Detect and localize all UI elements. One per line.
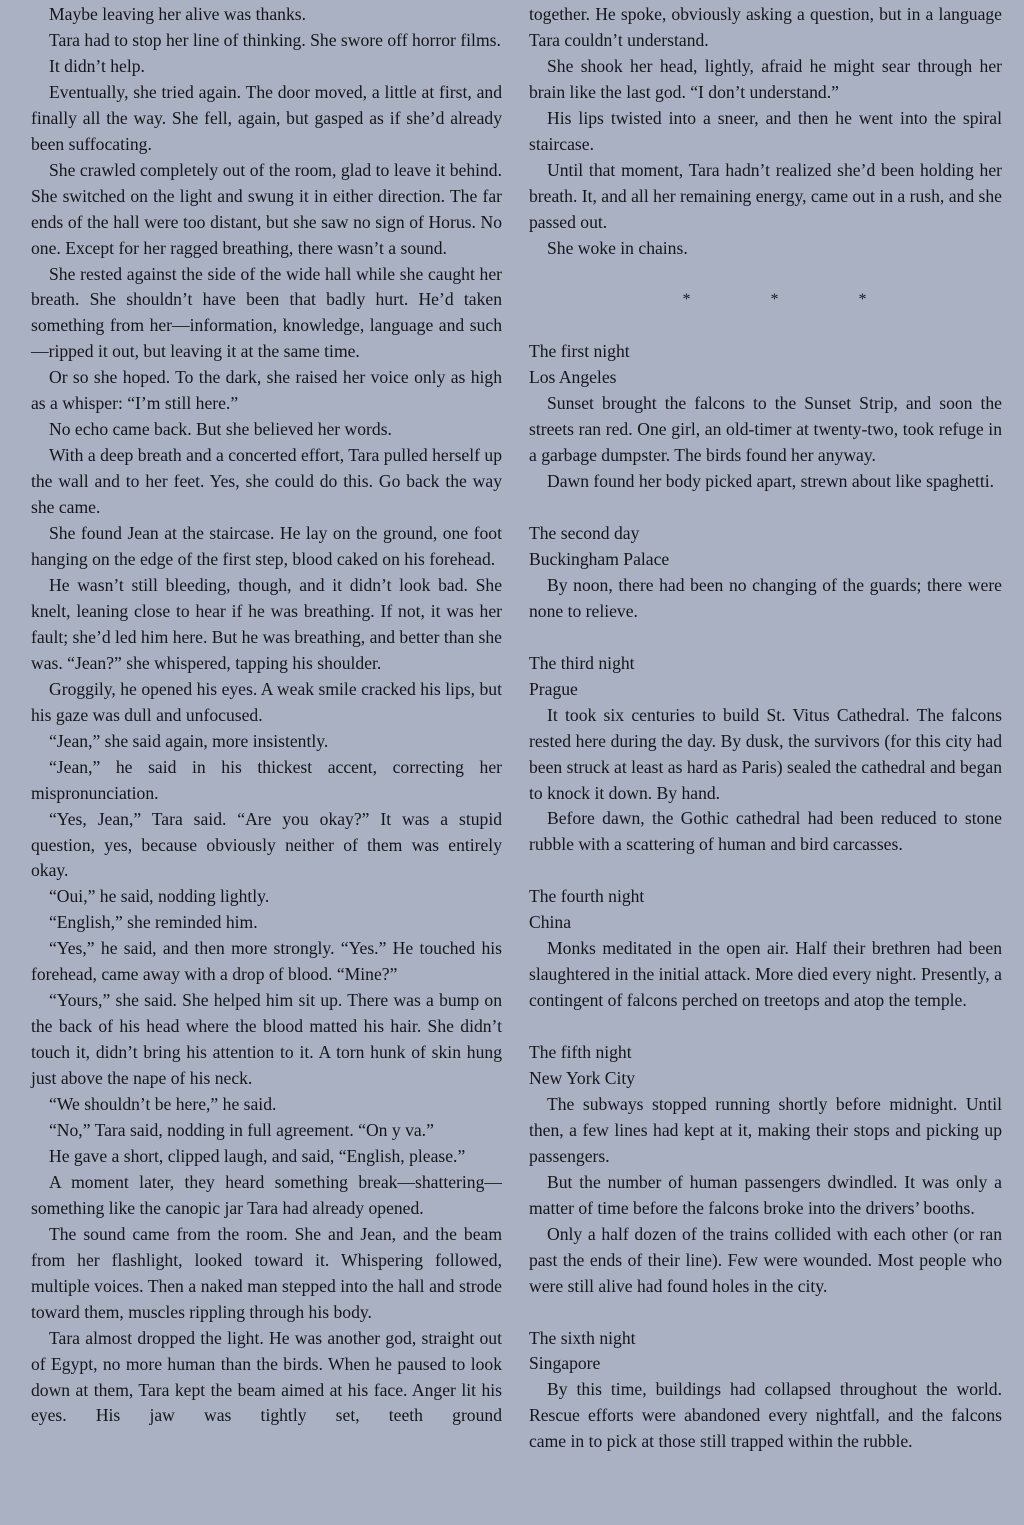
paragraph: Until that moment, Tara hadn’t realized she’d been holding her breath. It, and all her remaining energy, came out in a rush, and she passed out. <box>529 159 1002 232</box>
section-place: Los Angeles <box>529 367 617 388</box>
paragraph: His lips twisted into a sneer, and then he went into the spiral staircase. <box>529 107 1002 154</box>
paragraph: By this time, buildings had collapsed throughout the world. Rescue efforts were abandoned every nightfall, and the falcons came in to pick at those still trapped within the rubble. <box>529 1379 1002 1452</box>
spacer <box>529 313 1002 339</box>
left-text-column <box>31 2 502 1429</box>
paragraph: “We shouldn’t be here,” he said. <box>49 1094 277 1115</box>
section-place: New York City <box>529 1067 636 1088</box>
paragraph: Maybe leaving her alive was thanks. <box>49 4 306 24</box>
paragraph: She rested against the side of the wide hall while she caught her breath. She shouldn’t have been that badly hurt. He’d taken something from her—information, knowledge, language and such—ripped it out, but leaving it at the same time. <box>31 263 502 362</box>
spacer <box>529 262 1002 288</box>
paragraph: “Yes,” he said, and then more strongly. “Yes.” He touched his forehead, came away with a drop of blood. “Mine?” <box>31 938 502 985</box>
section-sixth-night <box>529 1326 1002 1456</box>
paragraph: She crawled completely out of the room, glad to leave it behind. She switched on the light and swung it in either direction. The far ends of the hall were too distant, but she saw no sign of Horus. No one. Except for her ragged breathing, there wasn’t a sound. <box>31 159 502 258</box>
section-place: Singapore <box>529 1353 601 1374</box>
section-third-night <box>529 651 1002 859</box>
paragraph: She found Jean at the staircase. He lay on the ground, one foot hanging on the edge of the first step, blood caked on his forehead. <box>31 523 502 570</box>
paragraph: “English,” she reminded him. <box>49 912 258 933</box>
section-fourth-night <box>529 884 1002 1014</box>
spacer <box>529 858 1002 884</box>
paragraph: Dawn found her body picked apart, strewn about like spaghetti. <box>547 471 995 492</box>
paragraph: Or so she hoped. To the dark, she raised her voice only as high as a whisper: “I’m still here.” <box>31 367 502 414</box>
paragraph: It took six centuries to build St. Vitus Cathedral. The falcons rested here during the day. By dusk, the survivors (for this city had been struck at least as hard as Paris) sealed the cathedral and began to knock it down. By hand. <box>529 704 1002 803</box>
paragraph: “Yours,” she said. She helped him sit up. There was a bump on the back of his head where the blood matted his hair. She didn’t touch it, didn’t bring his attention to it. A torn hunk of skin hung just above the nape of his neck. <box>31 990 502 1089</box>
right-text-column <box>529 2 1002 1455</box>
paragraph: together. He spoke, obviously asking a question, but in a language Tara couldn’t understand. <box>529 4 1002 50</box>
paragraph: A moment later, they heard something break—shattering—something like the canopic jar Tara had already opened. <box>31 1171 502 1218</box>
section-heading: The sixth night <box>529 1327 636 1348</box>
paragraph: Monks meditated in the open air. Half their brethren had been slaughtered in the initial attack. More died every night. Presently, a contingent of falcons perched on treetops and atop the temple. <box>529 938 1002 1011</box>
section-heading: The first night <box>529 341 630 362</box>
section-place: China <box>529 912 572 933</box>
paragraph: The subways stopped running shortly before midnight. Until then, a few lines had kept at it, making their stops and picking up passengers. <box>529 1093 1002 1166</box>
paragraph: It didn’t help. <box>49 55 145 76</box>
paragraph: Only a half dozen of the trains collided with each other (or ran past the ends of their line). Few were wounded. Most people who were still alive had found holes in the city. <box>529 1223 1002 1296</box>
section-first-night <box>529 339 1002 495</box>
section-place: Prague <box>529 678 578 699</box>
paragraph: He gave a short, clipped laugh, and said, “English, please.” <box>49 1145 466 1166</box>
paragraph: Eventually, she tried again. The door moved, a little at first, and finally all the way. She fell, again, but gasped as if she’d already been suffocating. <box>31 81 502 154</box>
paragraph: She shook her head, lightly, afraid he might sear through her brain like the last god. “I don’t understand.” <box>529 55 1002 102</box>
paragraph: Sunset brought the falcons to the Sunset Strip, and soon the streets ran red. One girl, an old-timer at twenty-two, took refuge in a garbage dumpster. The birds found her anyway. <box>529 393 1002 466</box>
paragraph: “Jean,” she said again, more insistently. <box>49 730 329 751</box>
spacer <box>529 1014 1002 1040</box>
paragraph: He wasn’t still bleeding, though, and it didn’t look bad. She knelt, leaning close to hear if he was breathing. If not, it was her fault; she’d led him here. But he was breathing, and better than she was. “Jean?” she whispered, tapping his shoulder. <box>31 574 502 673</box>
section-break: * * * <box>682 291 905 309</box>
paragraph: No echo came back. But she believed her words. <box>49 419 392 440</box>
spacer <box>529 625 1002 651</box>
section-place: Buckingham Palace <box>529 548 670 569</box>
paragraph: By noon, there had been no changing of the guards; there were none to relieve. <box>529 574 1002 621</box>
section-heading: The second day <box>529 523 640 544</box>
paragraph: “No,” Tara said, nodding in full agreement. “On y va.” <box>49 1119 434 1140</box>
paragraph: The sound came from the room. She and Jean, and the beam from her flashlight, looked toward it. Whispering followed, multiple voices. Then a naked man stepped into the hall and strode toward them, muscles rippling through his body. <box>31 1223 502 1322</box>
paragraph: Tara almost dropped the light. He was another god, straight out of Egypt, no more human than the birds. When he paused to look down at them, Tara kept the beam aimed at his face. Anger lit his eyes. His jaw was tightly set, teeth ground <box>31 1327 502 1426</box>
section-heading: The third night <box>529 652 635 673</box>
section-fifth-night <box>529 1040 1002 1300</box>
paragraph: But the number of human passengers dwindled. It was only a matter of time before the falcons broke into the drivers’ booths. <box>529 1171 1002 1218</box>
paragraph: “Oui,” he said, nodding lightly. <box>49 886 270 907</box>
spacer <box>529 495 1002 521</box>
paragraph: Tara had to stop her line of thinking. She swore off horror films. <box>49 29 501 50</box>
section-second-day <box>529 521 1002 625</box>
paragraph: With a deep breath and a concerted effort, Tara pulled herself up the wall and to her feet. Yes, she could do this. Go back the way she came. <box>31 445 502 518</box>
paragraph: She woke in chains. <box>547 237 688 258</box>
spacer <box>529 1300 1002 1326</box>
paragraph: “Yes, Jean,” Tara said. “Are you okay?” It was a stupid question, yes, because obviously neither of them was entirely okay. <box>31 808 502 881</box>
section-heading: The fourth night <box>529 886 645 907</box>
paragraph: “Jean,” he said in his thickest accent, correcting her mispronunciation. <box>31 756 502 803</box>
paragraph: Before dawn, the Gothic cathedral had been reduced to stone rubble with a scattering of human and bird carcasses. <box>529 808 1002 855</box>
section-heading: The fifth night <box>529 1042 632 1063</box>
paragraph: Groggily, he opened his eyes. A weak smile cracked his lips, but his gaze was dull and unfocused. <box>31 678 502 725</box>
